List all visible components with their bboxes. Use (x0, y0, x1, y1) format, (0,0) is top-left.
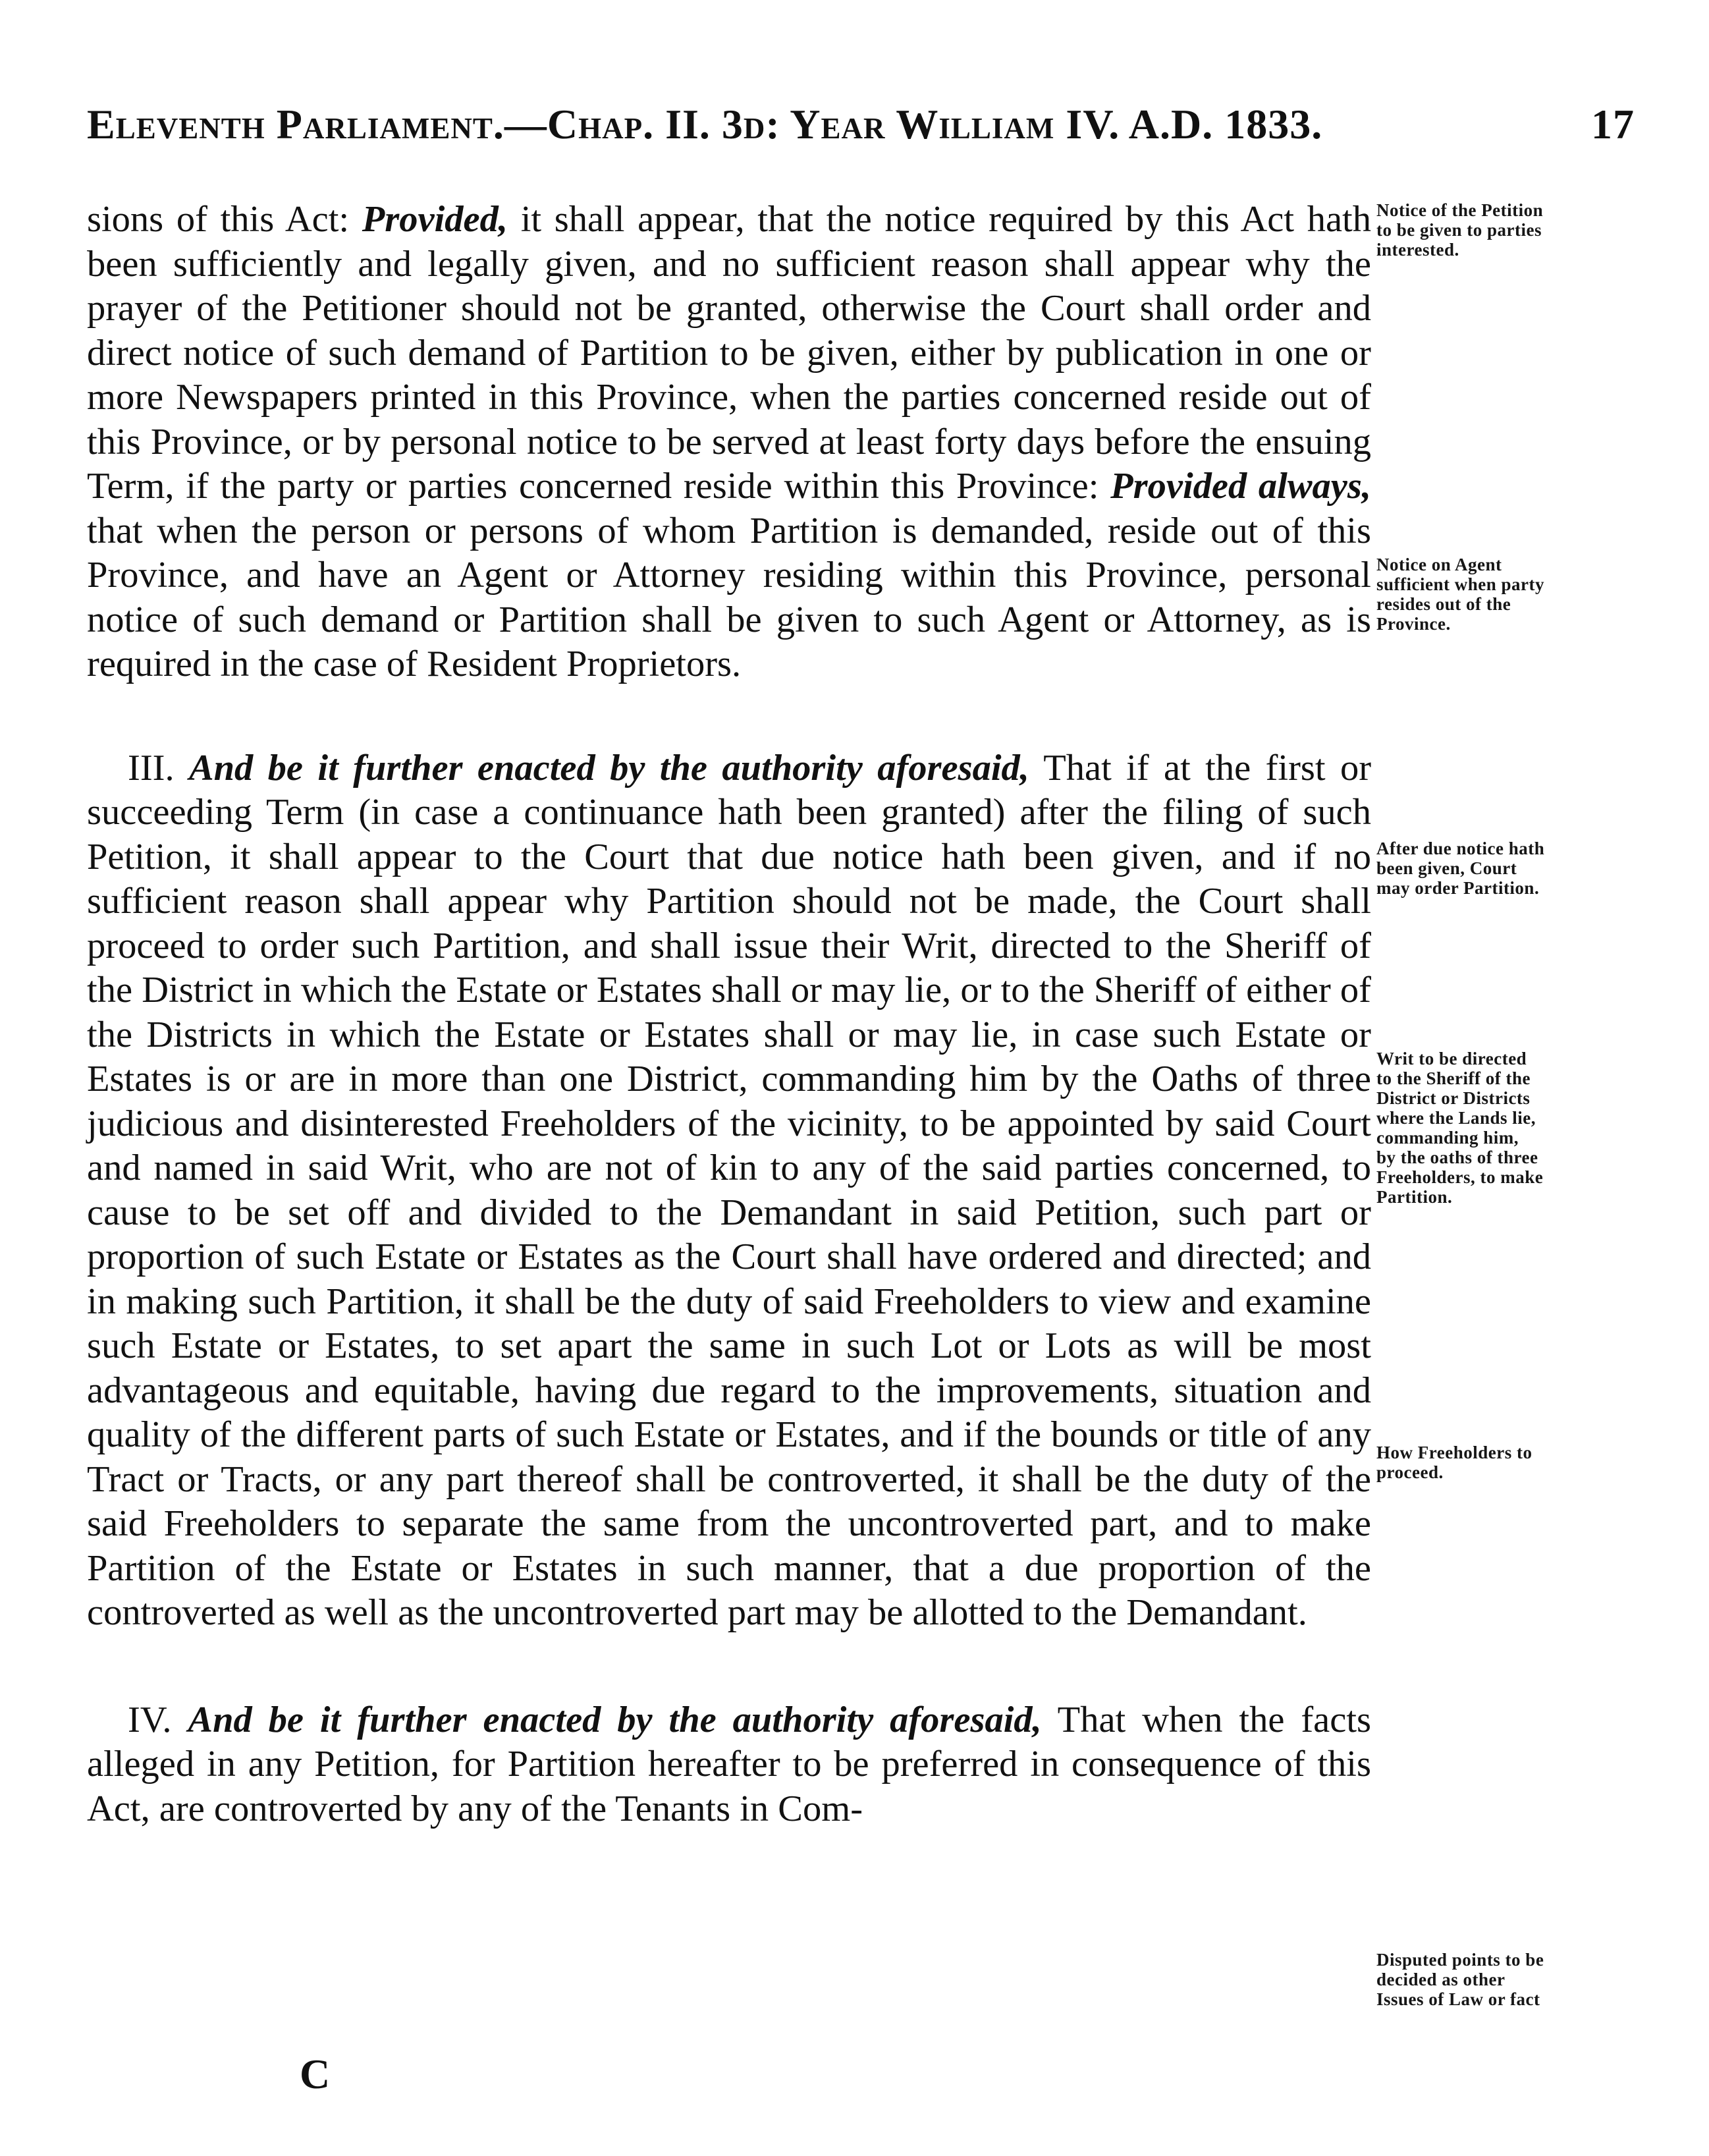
sidenote-disputed-points (1376, 1950, 1640, 2009)
proviso-emphasis: Provided always, (1110, 466, 1371, 507)
running-title: Eleventh Parliament.—Chap. II. 3d: Year William IV. A.D. 1833. (87, 101, 1323, 148)
sidenote-line: proceed. (1376, 1462, 1444, 1482)
sidenote-writ-sheriff (1376, 1049, 1640, 1207)
sidenote-line: sufficient when party (1376, 574, 1544, 594)
sidenote-line: After due notice hath (1376, 839, 1545, 858)
section-3 (87, 746, 1371, 1636)
sidenote-line: Notice of the Petition (1376, 200, 1544, 220)
page-number: 17 (1591, 101, 1635, 148)
section-4 (87, 1698, 1371, 1832)
section-text: That when the facts alleged in any Petition, for Partition hereafter to be preferred in consequence of this Act, are controverted by any of the Tenants in Com- (87, 1699, 1372, 1829)
paragraph-text: it shall appear, that the notice required by this Act hath been sufficiently and legally given, and no sufficient reason shall appear why the prayer of the Petitioner should not be granted, otherwise the Court shall order and direct notice of such demand of Partition to be given, either by publication in one or more Newspapers printed in this Province, when the parties concerned reside out of this Province, or by personal notice to be served at least forty days before the ensuing Term, if the party or parties concerned reside within this Province: (87, 199, 1371, 507)
proviso-emphasis: Provided, (362, 199, 508, 240)
section-number: III. (128, 747, 175, 788)
sidenote-line: to the Sheriff of the (1376, 1068, 1531, 1088)
paragraph-text: that when the person or persons of whom Partition is demanded, reside out of this Province, and have an Agent or Attorney residing within this Province, personal notice of such demand or Partition shall be given to such Agent or Attorney, as is required in the case of Resident Proprietors. (87, 510, 1371, 684)
sidenote-line: Freeholders, to make (1376, 1167, 1544, 1187)
paragraph-gap (87, 687, 1371, 746)
sidenote-freeholders-proceed (1376, 1443, 1640, 1482)
enacting-clause: And be it further enacted by the authority aforesaid, (188, 747, 1029, 788)
sidenote-line: Disputed points to be (1376, 1950, 1544, 1970)
enacting-clause: And be it further enacted by the authority aforesaid, (188, 1699, 1042, 1740)
paragraph-gap (87, 1636, 1371, 1698)
paragraph-text: sions of this Act: (87, 199, 362, 240)
sidenote-line: resides out of the (1376, 594, 1511, 614)
sidenote-line: where the Lands lie, (1376, 1108, 1536, 1128)
sidenote-line: been given, Court (1376, 858, 1517, 878)
sidenote-line: Issues of Law or fact (1376, 1989, 1540, 2009)
sidenote-line: Province. (1376, 614, 1451, 634)
sidenote-line: may order Partition. (1376, 878, 1540, 898)
sidenote-line: to be given to parties (1376, 220, 1542, 240)
body-text (87, 198, 1371, 1831)
section-number: IV. (128, 1699, 172, 1740)
sidenote-line: decided as other (1376, 1970, 1506, 1989)
page-header (87, 100, 1635, 159)
sidenote-notice-agent (1376, 555, 1640, 634)
printer-signature-mark: C (300, 2051, 331, 2097)
sidenote-order-partition (1376, 839, 1640, 898)
sidenote-line: by the oaths of three (1376, 1147, 1538, 1167)
sidenote-notice-petition (1376, 200, 1640, 260)
section-text: That if at the first or succeeding Term (in case a continuance hath been granted) after the filing of such Petition, it shall appear to the Court that due notice hath been given, and if no sufficient reason shall appear why Partition should not be made, the Court shall proceed to order such Partition, and shall issue their Writ, directed to the Sheriff of the District in which the Estate or Estates shall or may lie, or to the Sheriff of either of the Districts in which the Estate or Estates shall or may lie, in case such Estate or Estates is or are in more than one District, commanding him by the Oaths of three judicious and disinterested Freeholders of the vicinity, to be appointed by said Court and named in said Writ, who are not of kin to any of the said parties concerned, to cause to be set off and divided to the Demandant in said Petition, such part or proportion of such Estate or Estates as the Court shall have ordered and directed; and in making such Partition, it shall be the duty of said Freeholders to view and examine such Estate or Estates, to set apart the same in such Lot or Lots as will be most advantageous and equitable, having due regard to the improvements, situation and quality of the different parts of such Estate or Estates, and if the bounds or title of any Tract or Tracts, or any part thereof shall be controverted, it shall be the duty of the said Freeholders to separate the same from the uncontroverted part, and to make Partition of the Estate or Estates in such manner, that a due proportion of the controverted as well as the uncontroverted part may be allotted to the Demandant. (87, 747, 1372, 1633)
sidenote-line: District or Districts (1376, 1088, 1531, 1108)
sidenote-line: Notice on Agent (1376, 555, 1502, 574)
sidenote-line: How Freeholders to (1376, 1443, 1533, 1462)
sidenote-line: Writ to be directed (1376, 1049, 1527, 1068)
sidenote-line: interested. (1376, 240, 1459, 260)
sidenote-line: Partition. (1376, 1187, 1453, 1207)
paragraph-continuation (87, 198, 1371, 687)
sidenote-line: commanding him, (1376, 1128, 1519, 1147)
